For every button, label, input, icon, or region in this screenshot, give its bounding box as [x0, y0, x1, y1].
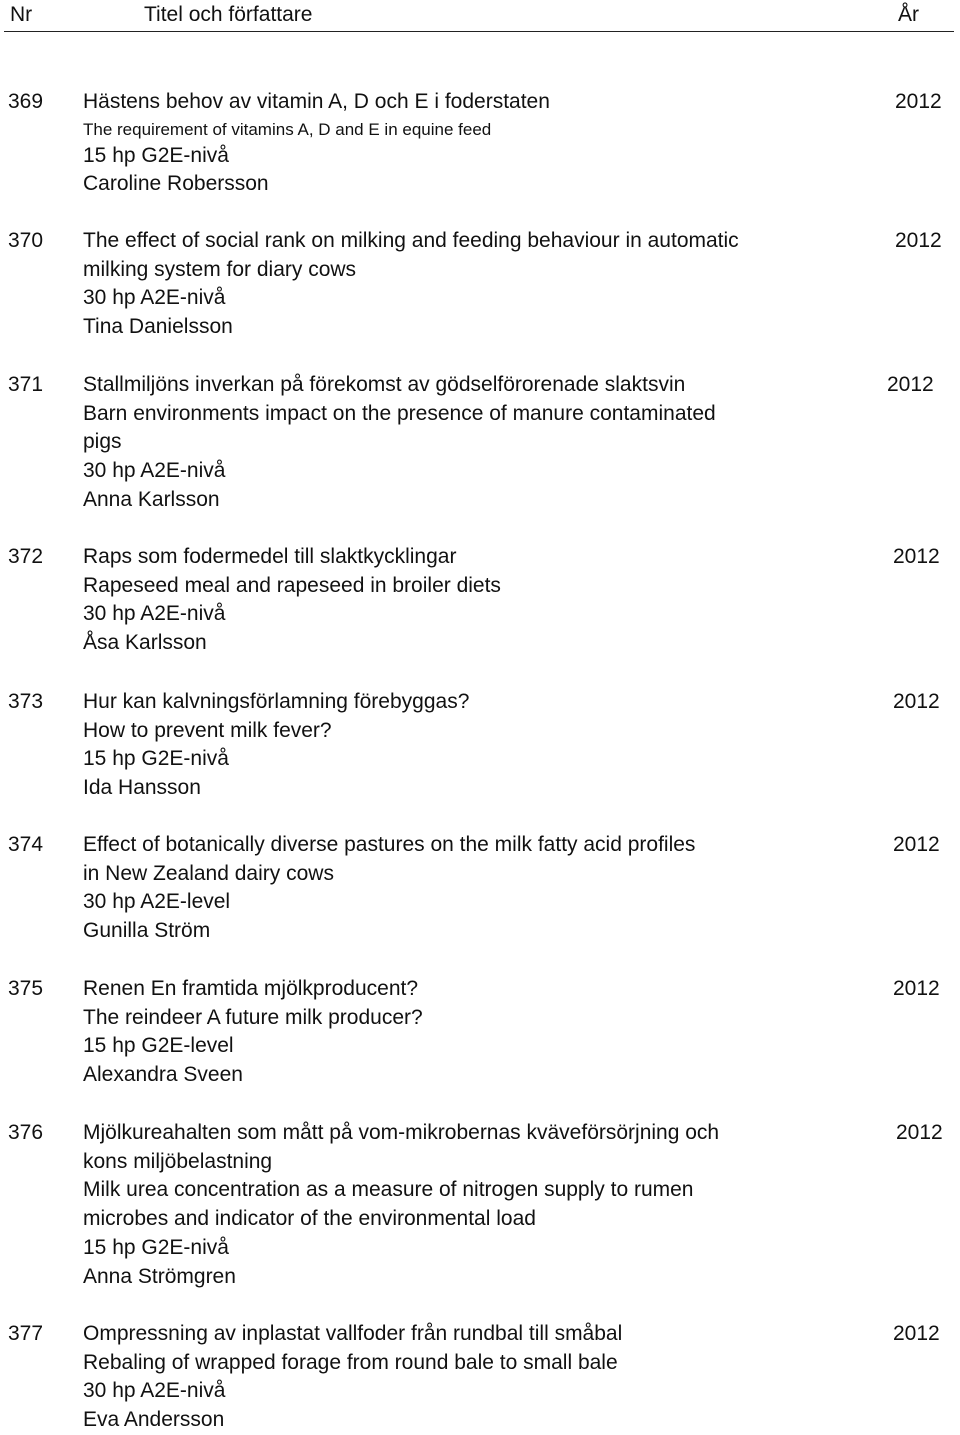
entry-title-translation: Rapeseed meal and rapeseed in broiler diets [83, 573, 501, 597]
entry-title: Renen En framtida mjölkproducent? [83, 977, 419, 1000]
entry-title-continued: milking system for diary cows [83, 257, 357, 281]
entry-year: 2012 [896, 1121, 943, 1144]
entry-title-translation: Rebaling of wrapped forage from round bale to small bale [83, 1350, 618, 1374]
entry-credits-level: 30 hp A2E-level [83, 890, 231, 914]
entry-title-translation: The reindeer A future milk producer? [83, 1005, 423, 1029]
entry-author: Gunilla Ström [83, 919, 211, 943]
entry-year: 2012 [893, 545, 940, 568]
entry-year: 2012 [887, 373, 934, 396]
entry-author: Eva Andersson [83, 1408, 225, 1432]
entry-title: Ompressning av inplastat vallfoder från rundbal till småbal [83, 1322, 623, 1345]
entry-author: Ida Hansson [83, 776, 201, 800]
entry-title-translation: Barn environments impact on the presence of manure contaminated [83, 401, 716, 425]
entry-author: Anna Karlsson [83, 487, 220, 511]
header-divider [4, 31, 954, 32]
entry-credits-level: 15 hp G2E-nivå [83, 1235, 229, 1259]
header-title: Titel och författare [144, 3, 313, 26]
entry-number: 369 [8, 90, 44, 113]
header-year: År [898, 3, 919, 26]
entry-number: 375 [8, 977, 44, 1000]
entry-number: 377 [8, 1322, 44, 1345]
entry-credits-level: 30 hp A2E-nivå [83, 459, 226, 483]
entry-author: Caroline Robersson [83, 172, 269, 196]
entry-year: 2012 [895, 229, 942, 252]
entry-title-translation: Milk urea concentration as a measure of nitrogen supply to rumen [83, 1178, 694, 1202]
table-header [0, 0, 960, 34]
entry-author: Tina Danielsson [83, 315, 233, 339]
entry-author: Anna Strömgren [83, 1264, 236, 1288]
entry-title-continued: kons miljöbelastning [83, 1149, 273, 1173]
entry-author: Alexandra Sveen [83, 1063, 243, 1087]
entry-title-continued: in New Zealand dairy cows [83, 861, 334, 885]
entry-author: Åsa Karlsson [83, 631, 207, 655]
entry-title: Stallmiljöns inverkan på förekomst av gödselförorenade slaktsvin [83, 373, 686, 396]
entry-title: Raps som fodermedel till slaktkycklingar [83, 545, 457, 568]
entry-credits-level: 30 hp A2E-nivå [83, 286, 226, 310]
entry-title: Hur kan kalvningsförlamning förebyggas? [83, 690, 470, 713]
entry-number: 373 [8, 690, 44, 713]
entry-year: 2012 [893, 690, 940, 713]
entry-number: 370 [8, 229, 44, 252]
entry-title-translation: The requirement of vitamins A, D and E in equine feed [83, 119, 492, 139]
entry-number: 376 [8, 1121, 44, 1144]
entry-year: 2012 [893, 833, 940, 856]
entry-credits-level: 15 hp G2E-nivå [83, 747, 229, 771]
entry-year: 2012 [893, 1322, 940, 1345]
entry-year: 2012 [893, 977, 940, 1000]
entry-title: The effect of social rank on milking and feeding behaviour in automatic [83, 229, 739, 252]
entry-year: 2012 [895, 90, 942, 113]
entry-credits-level: 15 hp G2E-level [83, 1034, 234, 1058]
entry-title-translation-continued: pigs [83, 430, 122, 454]
entry-title-translation: How to prevent milk fever? [83, 718, 332, 742]
entry-title-translation-continued: microbes and indicator of the environmental load [83, 1207, 536, 1231]
entry-credits-level: 30 hp A2E-nivå [83, 1379, 226, 1403]
entry-title: Mjölkureahalten som mått på vom-mikrobernas kväveförsörjning och [83, 1121, 720, 1144]
entry-title: Effect of botanically diverse pastures on the milk fatty acid profiles [83, 833, 696, 856]
header-nr: Nr [10, 3, 33, 26]
entry-credits-level: 15 hp G2E-nivå [83, 143, 229, 167]
entry-number: 372 [8, 545, 44, 568]
entry-number: 374 [8, 833, 44, 856]
entry-title: Hästens behov av vitamin A, D och E i foderstaten [83, 90, 550, 113]
entry-number: 371 [8, 373, 44, 396]
entry-credits-level: 30 hp A2E-nivå [83, 602, 226, 626]
